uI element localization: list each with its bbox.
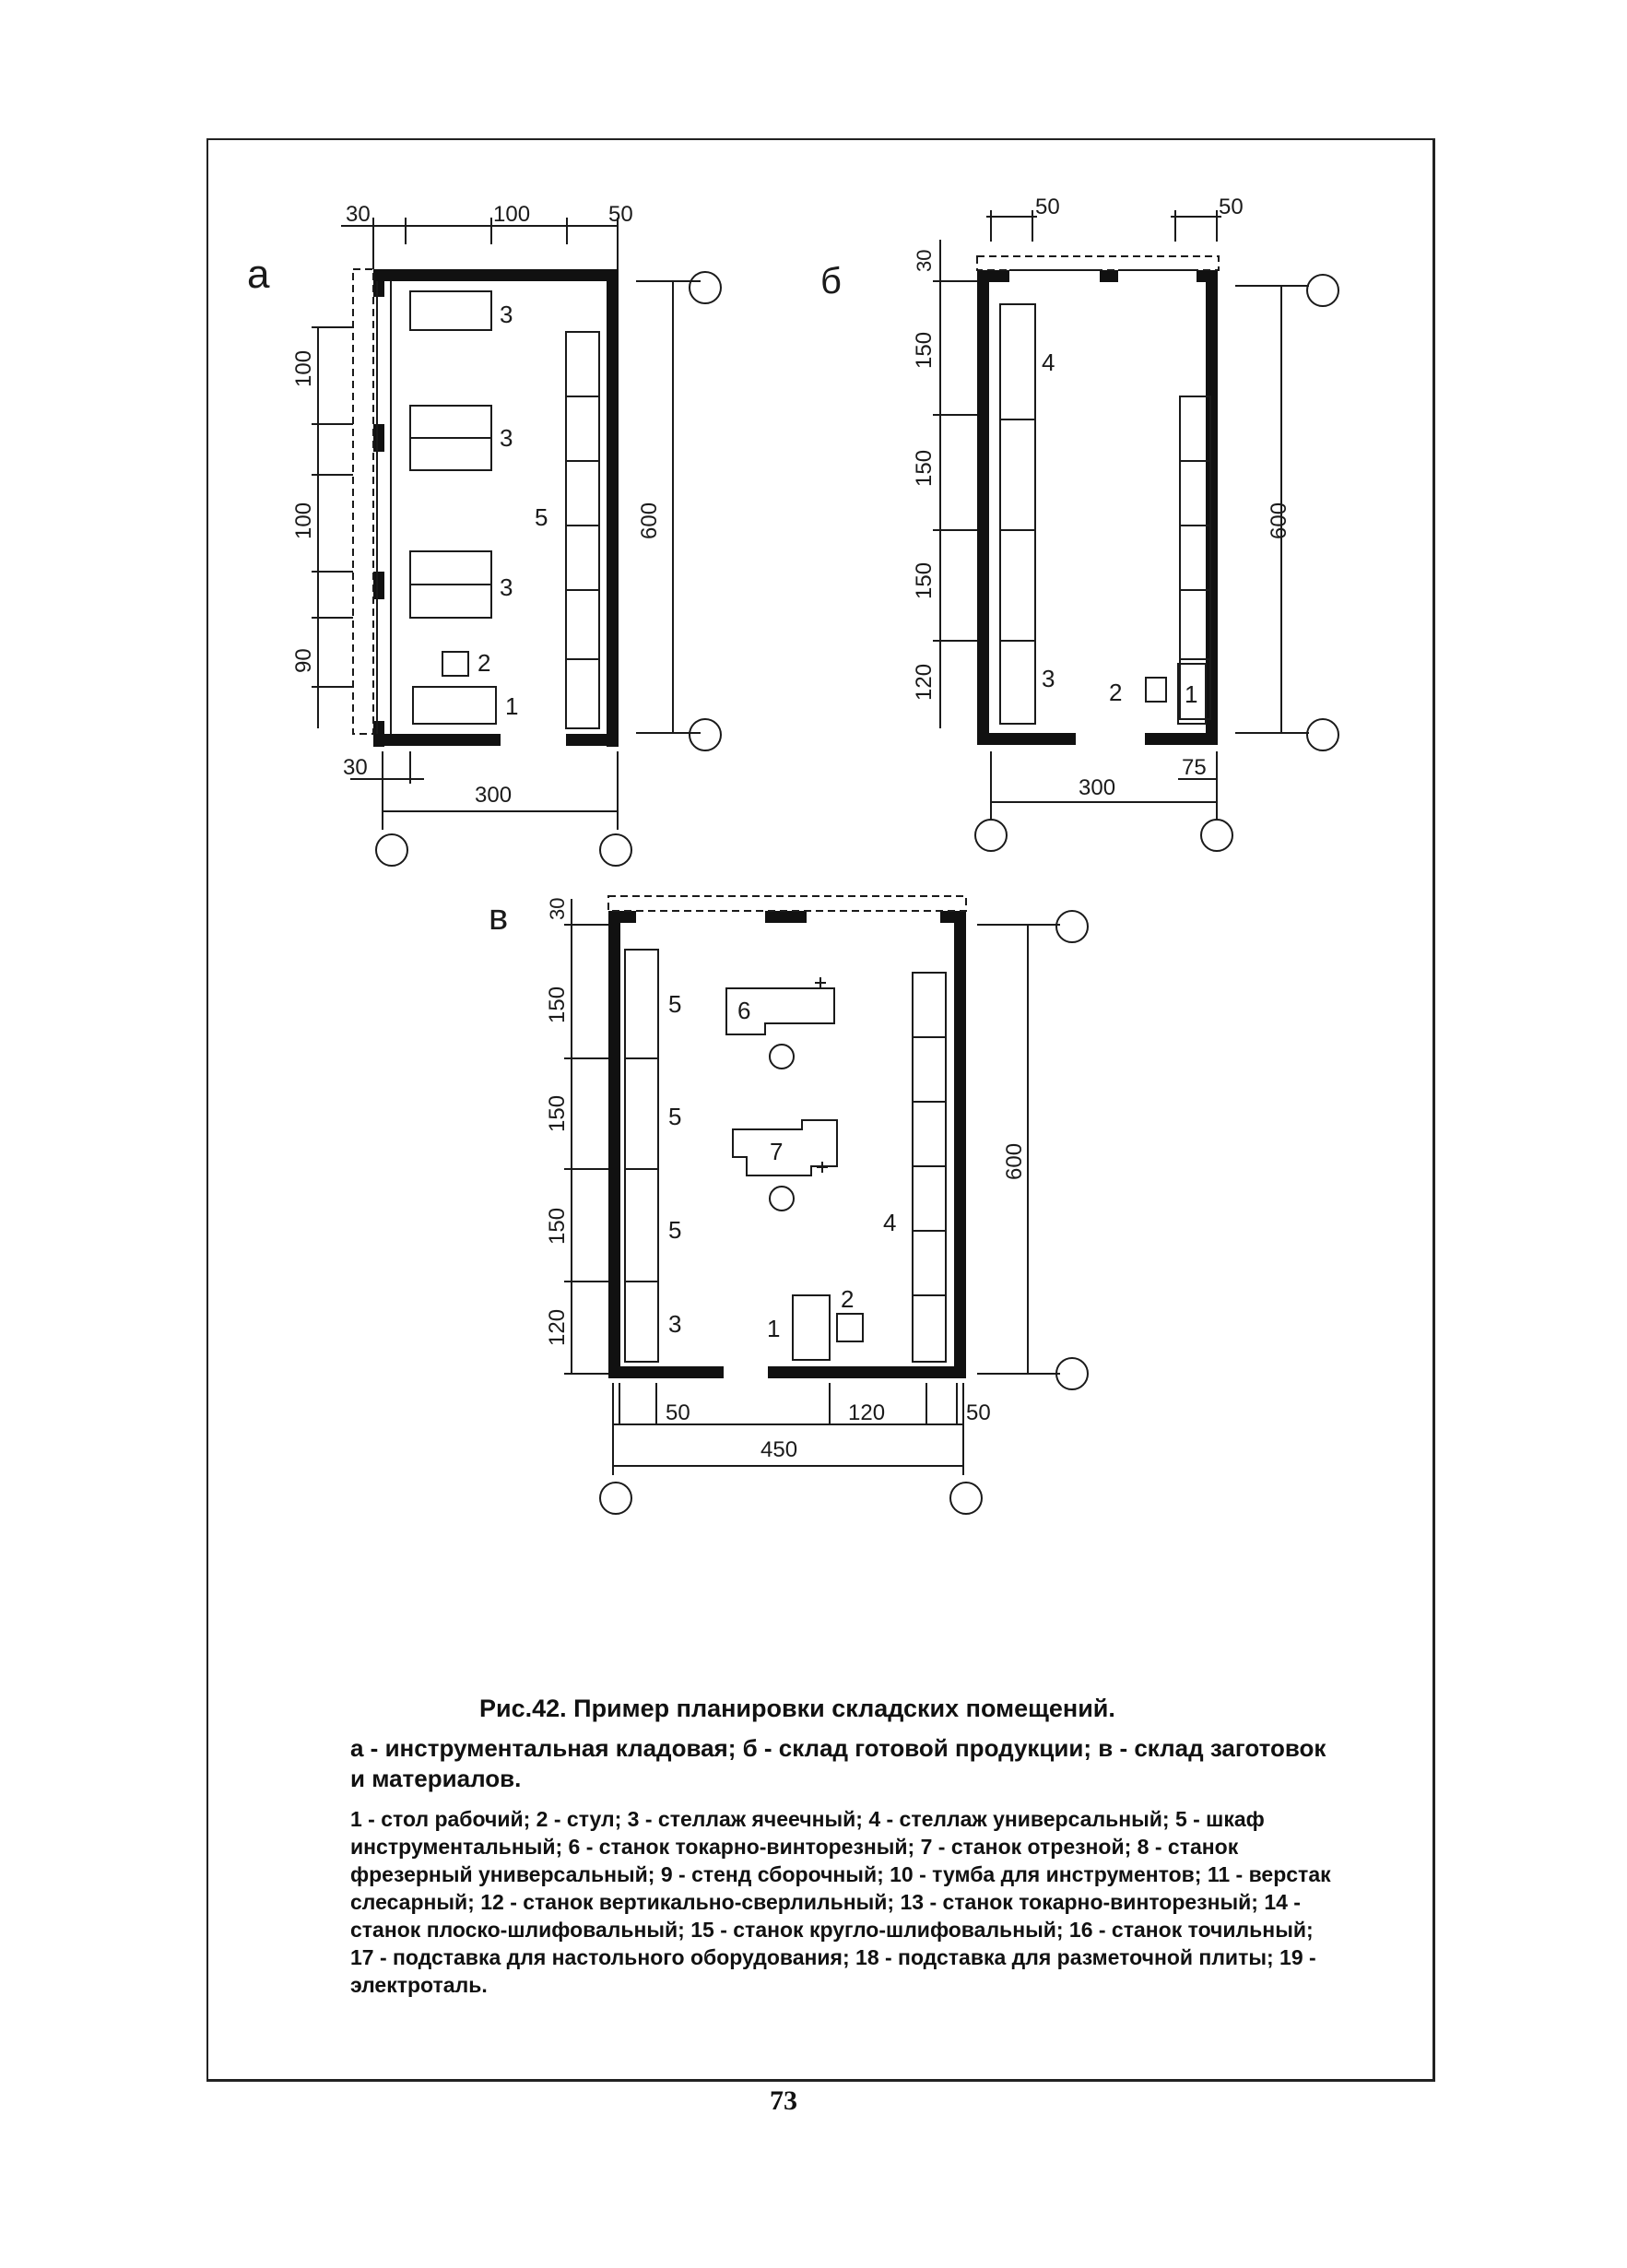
axis-marker (690, 272, 721, 303)
dimension-label: 30 (346, 202, 371, 227)
dimension-label: 50 (1035, 195, 1060, 219)
dimension-label: 1 (505, 692, 519, 720)
dimension-label: 5 (668, 1216, 682, 1244)
chair-c (837, 1314, 863, 1341)
dimension-label: 1 (767, 1315, 781, 1342)
dimension-label: 3 (500, 301, 513, 328)
dimension-label: 4 (883, 1209, 897, 1236)
table-a (413, 687, 496, 724)
dimension-label: 600 (637, 502, 662, 539)
dimension-label: 1 (1185, 680, 1198, 708)
dimension-label: 30 (546, 897, 569, 920)
table-c (793, 1295, 830, 1360)
dimension-label: 50 (666, 1400, 690, 1425)
plan-a-letter: а (247, 252, 270, 297)
dimension-label: 5 (668, 990, 682, 1018)
dimension-label: 30 (343, 755, 368, 780)
dimension-label: 3 (500, 424, 513, 452)
dimension-label: 150 (545, 1207, 570, 1245)
rack-3-a1 (410, 291, 491, 330)
figure-title: Рис.42. Пример планировки складских помещений. (479, 1695, 1115, 1722)
dimension-label: 150 (545, 986, 570, 1023)
dimension-label: 150 (912, 449, 937, 487)
dimension-label: 120 (912, 663, 937, 701)
dimension-label: 50 (1219, 195, 1244, 219)
cabinet-a (566, 332, 599, 728)
dimension-label: 3 (1042, 665, 1055, 692)
dimension-label: 2 (477, 649, 491, 677)
plan-a (312, 218, 721, 866)
dimension-label: 120 (848, 1400, 886, 1425)
dimension-label: 7 (770, 1138, 784, 1165)
dimension-label: 120 (545, 1308, 570, 1346)
dimension-label: 5 (668, 1103, 682, 1130)
dimension-label: 6 (737, 997, 751, 1024)
dimension-label: 3 (668, 1310, 682, 1338)
dimension-label: 50 (608, 202, 633, 227)
axis-marker (600, 834, 631, 866)
dimension-label: 90 (291, 648, 316, 673)
dimension-label: 450 (760, 1437, 798, 1462)
dimension-label: 100 (291, 349, 316, 387)
dimension-label: 4 (1042, 348, 1055, 376)
plan-c (564, 896, 1088, 1514)
dimension-label: 50 (966, 1400, 991, 1425)
dimension-label: 150 (545, 1094, 570, 1132)
dimension-label: 3 (500, 573, 513, 601)
dimension-label: 30 (913, 249, 936, 272)
dimension-label: 150 (912, 561, 937, 599)
dimension-label: 100 (493, 202, 531, 227)
rack-b-left (1000, 304, 1035, 724)
dimension-label: 100 (291, 502, 316, 539)
plan-b-letter: б (820, 261, 842, 301)
page-number: 73 (770, 2085, 797, 2116)
dimension-label: 600 (1267, 502, 1291, 539)
dimension-label: 2 (841, 1285, 855, 1313)
dimension-label: 300 (475, 783, 513, 808)
figure-items-list: 1 - стол рабочий; 2 - стул; 3 - стеллаж ячеечный; 4 - стеллаж универсальный; 5 - шкаф инструментальный; 6 - станок токарно-винторезный; 7 - станок отрезной; 8 - станок фрезерный универсальный; 9 - стенд сборочный; 10 - тумба для инструментов; 11 - верстак слесарный; 12 - станок вертикально-сверлильный; 13 - станок токарно-винторезный; 14 - станок плоско-шлифовальный; 15 - станок кругло-шлифовальный; 16 - станок точильный; 17 - подставка для настольного оборудования; 18 - подставка для разметочной плиты; 19 - электроталь. (350, 1807, 1331, 1997)
dimension-label: 600 (1002, 1142, 1027, 1180)
axis-marker (690, 719, 721, 750)
axis-marker (376, 834, 407, 866)
dimension-label: 2 (1109, 679, 1123, 706)
dimension-label: 150 (912, 331, 937, 369)
dimension-label: 75 (1182, 755, 1207, 780)
dimension-label: 300 (1079, 775, 1116, 800)
figure-legend: а - инструментальная кладовая; б - склад готовой продукции; в - склад заготовок и материалов. (350, 1734, 1326, 1792)
dimension-label: 5 (535, 503, 548, 531)
chair-a (442, 652, 468, 676)
chair-b (1146, 678, 1166, 702)
plan-c-letter: в (489, 897, 509, 938)
